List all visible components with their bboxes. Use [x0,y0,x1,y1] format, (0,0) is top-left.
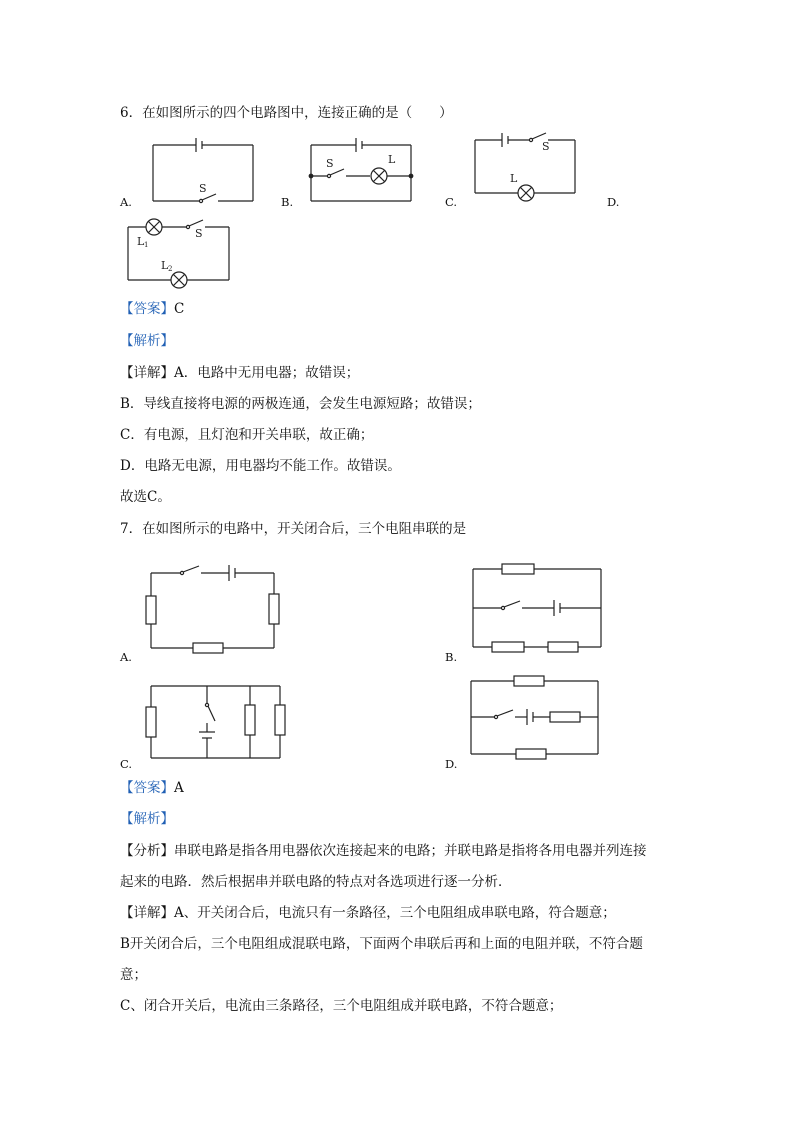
q7-diagram-b [470,560,605,655]
resistor-bottom [516,749,546,759]
lamp2-label: L [161,259,169,272]
q6-option-c: C. [445,195,458,209]
q7-option-c: C. [120,757,133,771]
switch-label: S [195,227,203,240]
resistor-middle [550,712,580,722]
detail-tag: 【详解】 [120,905,174,921]
switch-label: S [199,182,207,195]
q6-analysis-tag: 【解析】 [120,333,174,349]
resistor-2 [245,705,255,735]
q6-answer [120,300,184,318]
q6-detail-a [120,364,359,382]
q7-fenxi-line2: 起来的电路．然后根据串并联电路的特点对各选项进行逐一分析． [120,874,512,890]
q7-detail-a [120,904,616,922]
resistor-1 [146,707,156,737]
q7-fenxi-line1 [120,842,647,860]
switch-blade [532,133,546,139]
switch-blade [189,220,203,226]
detail-a-text: A、开关闭合后，电流只有一条路径，三个电阻组成串联电路，符合题意； [174,905,616,921]
q6-diagram-c [472,132,582,202]
q6-detail-c: C．有电源，且灯泡和开关串联，故正确； [120,427,374,443]
answer-tag: 【答案】 [120,301,174,317]
q6-question: 6．在如图所示的四个电路图中，连接正确的是（ ） [120,105,453,121]
switch-label: S [326,157,334,170]
resistor-bottom [193,643,223,653]
lamp2-subscript: 2 [168,265,173,273]
resistor-top [502,564,534,574]
detail-tag: 【详解】 [120,365,174,381]
q7-option-a: A. [120,650,132,664]
resistor-left [146,596,156,624]
q7-option-b: B. [445,650,458,664]
q6-option-d: D. [607,195,620,209]
q6-option-a: A. [120,195,132,209]
q6-diagram-d [125,215,235,290]
answer-value: C [174,301,185,317]
switch-label: S [542,140,550,153]
resistor-bottom-right [548,642,578,652]
q6-diagram-b [308,135,418,205]
switch-blade [183,566,199,572]
resistor-top [514,676,544,686]
resistor-bottom-left [492,642,524,652]
lamp-label: L [388,153,396,166]
switch-blade [497,710,513,716]
q7-analysis-tag: 【解析】 [120,811,174,827]
q7-question: 7．在如图所示的电路中，开关闭合后，三个电阻串联的是 [120,521,467,537]
q6-diagram-a [150,135,260,205]
q6-detail-b: B．导线直接将电源的两极连通，会发生电源短路；故错误； [120,396,481,412]
answer-tag: 【答案】 [120,780,174,796]
detail-a-text: A．电路中无用电器；故错误； [174,365,360,381]
resistor-3 [275,705,285,735]
q7-answer [120,779,184,797]
switch-blade [504,601,520,607]
lamp-label: L [510,172,518,185]
switch-blade [208,706,215,721]
answer-value: A [174,780,184,796]
lamp1-subscript: 1 [144,241,149,249]
q7-detail-b-line1: B开关闭合后，三个电阻组成混联电路，下面两个串联后再和上面的电阻并联，不符合题 [120,936,643,952]
q6-conclusion: 故选C。 [120,489,171,505]
lamp1-label: L [137,235,145,248]
q7-diagram-a [145,563,280,653]
q6-option-b: B. [281,195,294,209]
q7-diagram-c [145,680,290,765]
q7-option-d: D. [445,757,458,771]
fenxi-text: 串联电路是指各用电器依次连接起来的电路；并联电路是指将各用电器并列连接 [174,843,647,859]
q6-detail-d: D．电路无电源，用电器均不能工作。故错误。 [120,458,401,474]
q7-diagram-d [468,673,603,763]
q7-detail-c: C、闭合开关后，电流由三条路径，三个电阻组成并联电路，不符合题意； [120,998,563,1014]
q7-detail-b-line2: 意； [120,967,147,983]
fenxi-tag: 【分析】 [120,843,174,859]
resistor-right [269,594,279,624]
